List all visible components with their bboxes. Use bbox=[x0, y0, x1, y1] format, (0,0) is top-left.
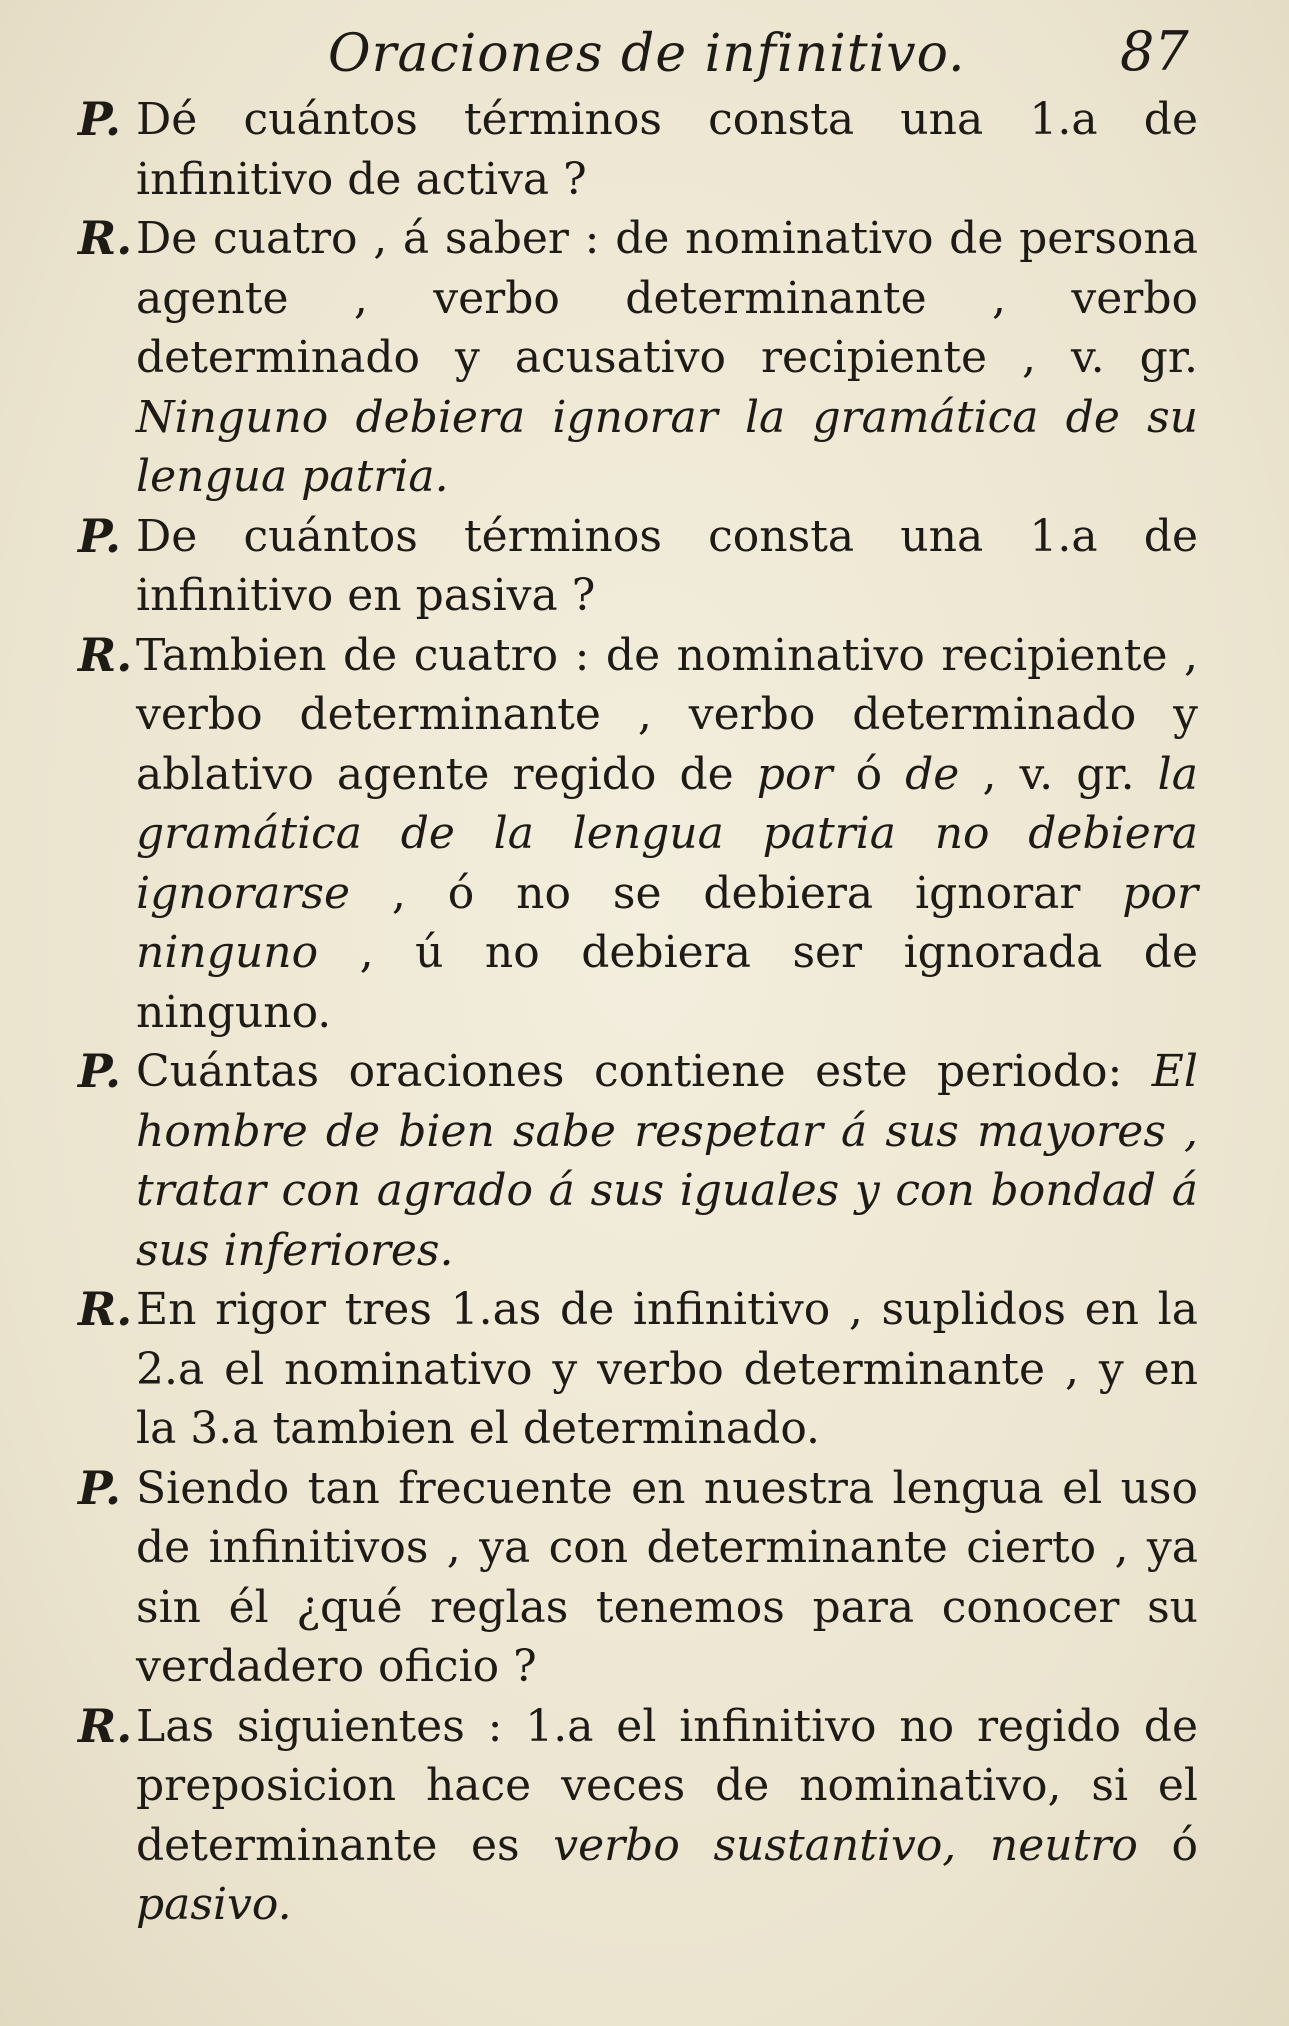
question-text: Siendo tan frecuente en nuestra lengua el uso de infinitivos , ya con determinante cierto , ya sin él ¿qué reglas tenemos para conocer su verdadero oficio ? bbox=[136, 1462, 1198, 1692]
answer-marker: R. bbox=[78, 627, 133, 682]
answer-text: ó bbox=[855, 748, 883, 800]
question-1 bbox=[78, 90, 1198, 209]
answer-3 bbox=[78, 1280, 1198, 1459]
answer-text: , ú no debiera ser ignorada de ninguno. bbox=[136, 927, 1198, 1038]
answer-2 bbox=[78, 626, 1198, 1043]
italic-term: de bbox=[905, 748, 960, 800]
answer-text: , v. gr. bbox=[982, 748, 1135, 800]
question-4 bbox=[78, 1459, 1198, 1697]
answer-text: ó bbox=[1171, 1819, 1198, 1871]
answer-text: Tambien de cuatro : de nominativo recipiente , verbo determinante , verbo determinado y ablativo agente regido de bbox=[136, 629, 1198, 800]
italic-term: por bbox=[756, 748, 833, 800]
question-marker: P. bbox=[78, 1460, 121, 1515]
answer-marker: R. bbox=[78, 211, 133, 265]
answer-text: , ó no se debiera ignorar bbox=[391, 867, 1081, 919]
answer-text: En rigor tres 1.as de infinitivo , suplidos en la 2.a el nominativo y verbo determinante , y en la 3.a tambien el determinado. bbox=[136, 1284, 1198, 1454]
page-header bbox=[0, 14, 1289, 94]
example-sentence: El hombre de bien sabe respetar á sus mayores , tratar con agrado á sus iguales y con bondad á sus inferiores. bbox=[136, 1046, 1198, 1276]
question-3 bbox=[78, 1042, 1198, 1280]
italic-term: por ninguno bbox=[136, 867, 1198, 978]
italic-term: pasivo. bbox=[136, 1879, 292, 1930]
question-text: De cuántos términos consta una 1.a de infinitivo en pasiva ? bbox=[136, 510, 1198, 621]
answer-marker: R. bbox=[78, 1282, 133, 1336]
italic-term: verbo sustantivo, bbox=[553, 1819, 957, 1871]
question-marker: P. bbox=[78, 92, 121, 146]
page-number: 87 bbox=[1120, 20, 1189, 83]
answer-4 bbox=[78, 1697, 1198, 1935]
answer-text: De cuatro , á saber : de nominativo de persona agente , verbo determinante , verbo determinado y acusativo recipiente , v. gr. bbox=[136, 213, 1198, 383]
question-text: Dé cuántos términos consta una 1.a de infinitivo de activa ? bbox=[136, 94, 1198, 205]
question-marker: P. bbox=[78, 508, 121, 563]
italic-term: neutro bbox=[989, 1819, 1138, 1871]
page-body bbox=[78, 90, 1198, 1935]
running-title: Oraciones de infinitivo. bbox=[328, 24, 966, 84]
example-sentence: la gramática de la lengua patria no debiera ignorarse bbox=[136, 748, 1198, 919]
answer-marker: R. bbox=[78, 1698, 133, 1753]
example-sentence: Ninguno debiera ignorar la gramática de su lengua patria. bbox=[136, 391, 1198, 502]
question-marker: P. bbox=[78, 1044, 121, 1098]
question-2 bbox=[78, 507, 1198, 626]
answer-text: Las siguientes : 1.a el infinitivo no regido de preposicion hace veces de nominativo, si el determinante es bbox=[136, 1700, 1198, 1871]
question-text: Cuántas oraciones contiene este periodo: bbox=[136, 1046, 1123, 1097]
answer-1 bbox=[78, 209, 1198, 507]
